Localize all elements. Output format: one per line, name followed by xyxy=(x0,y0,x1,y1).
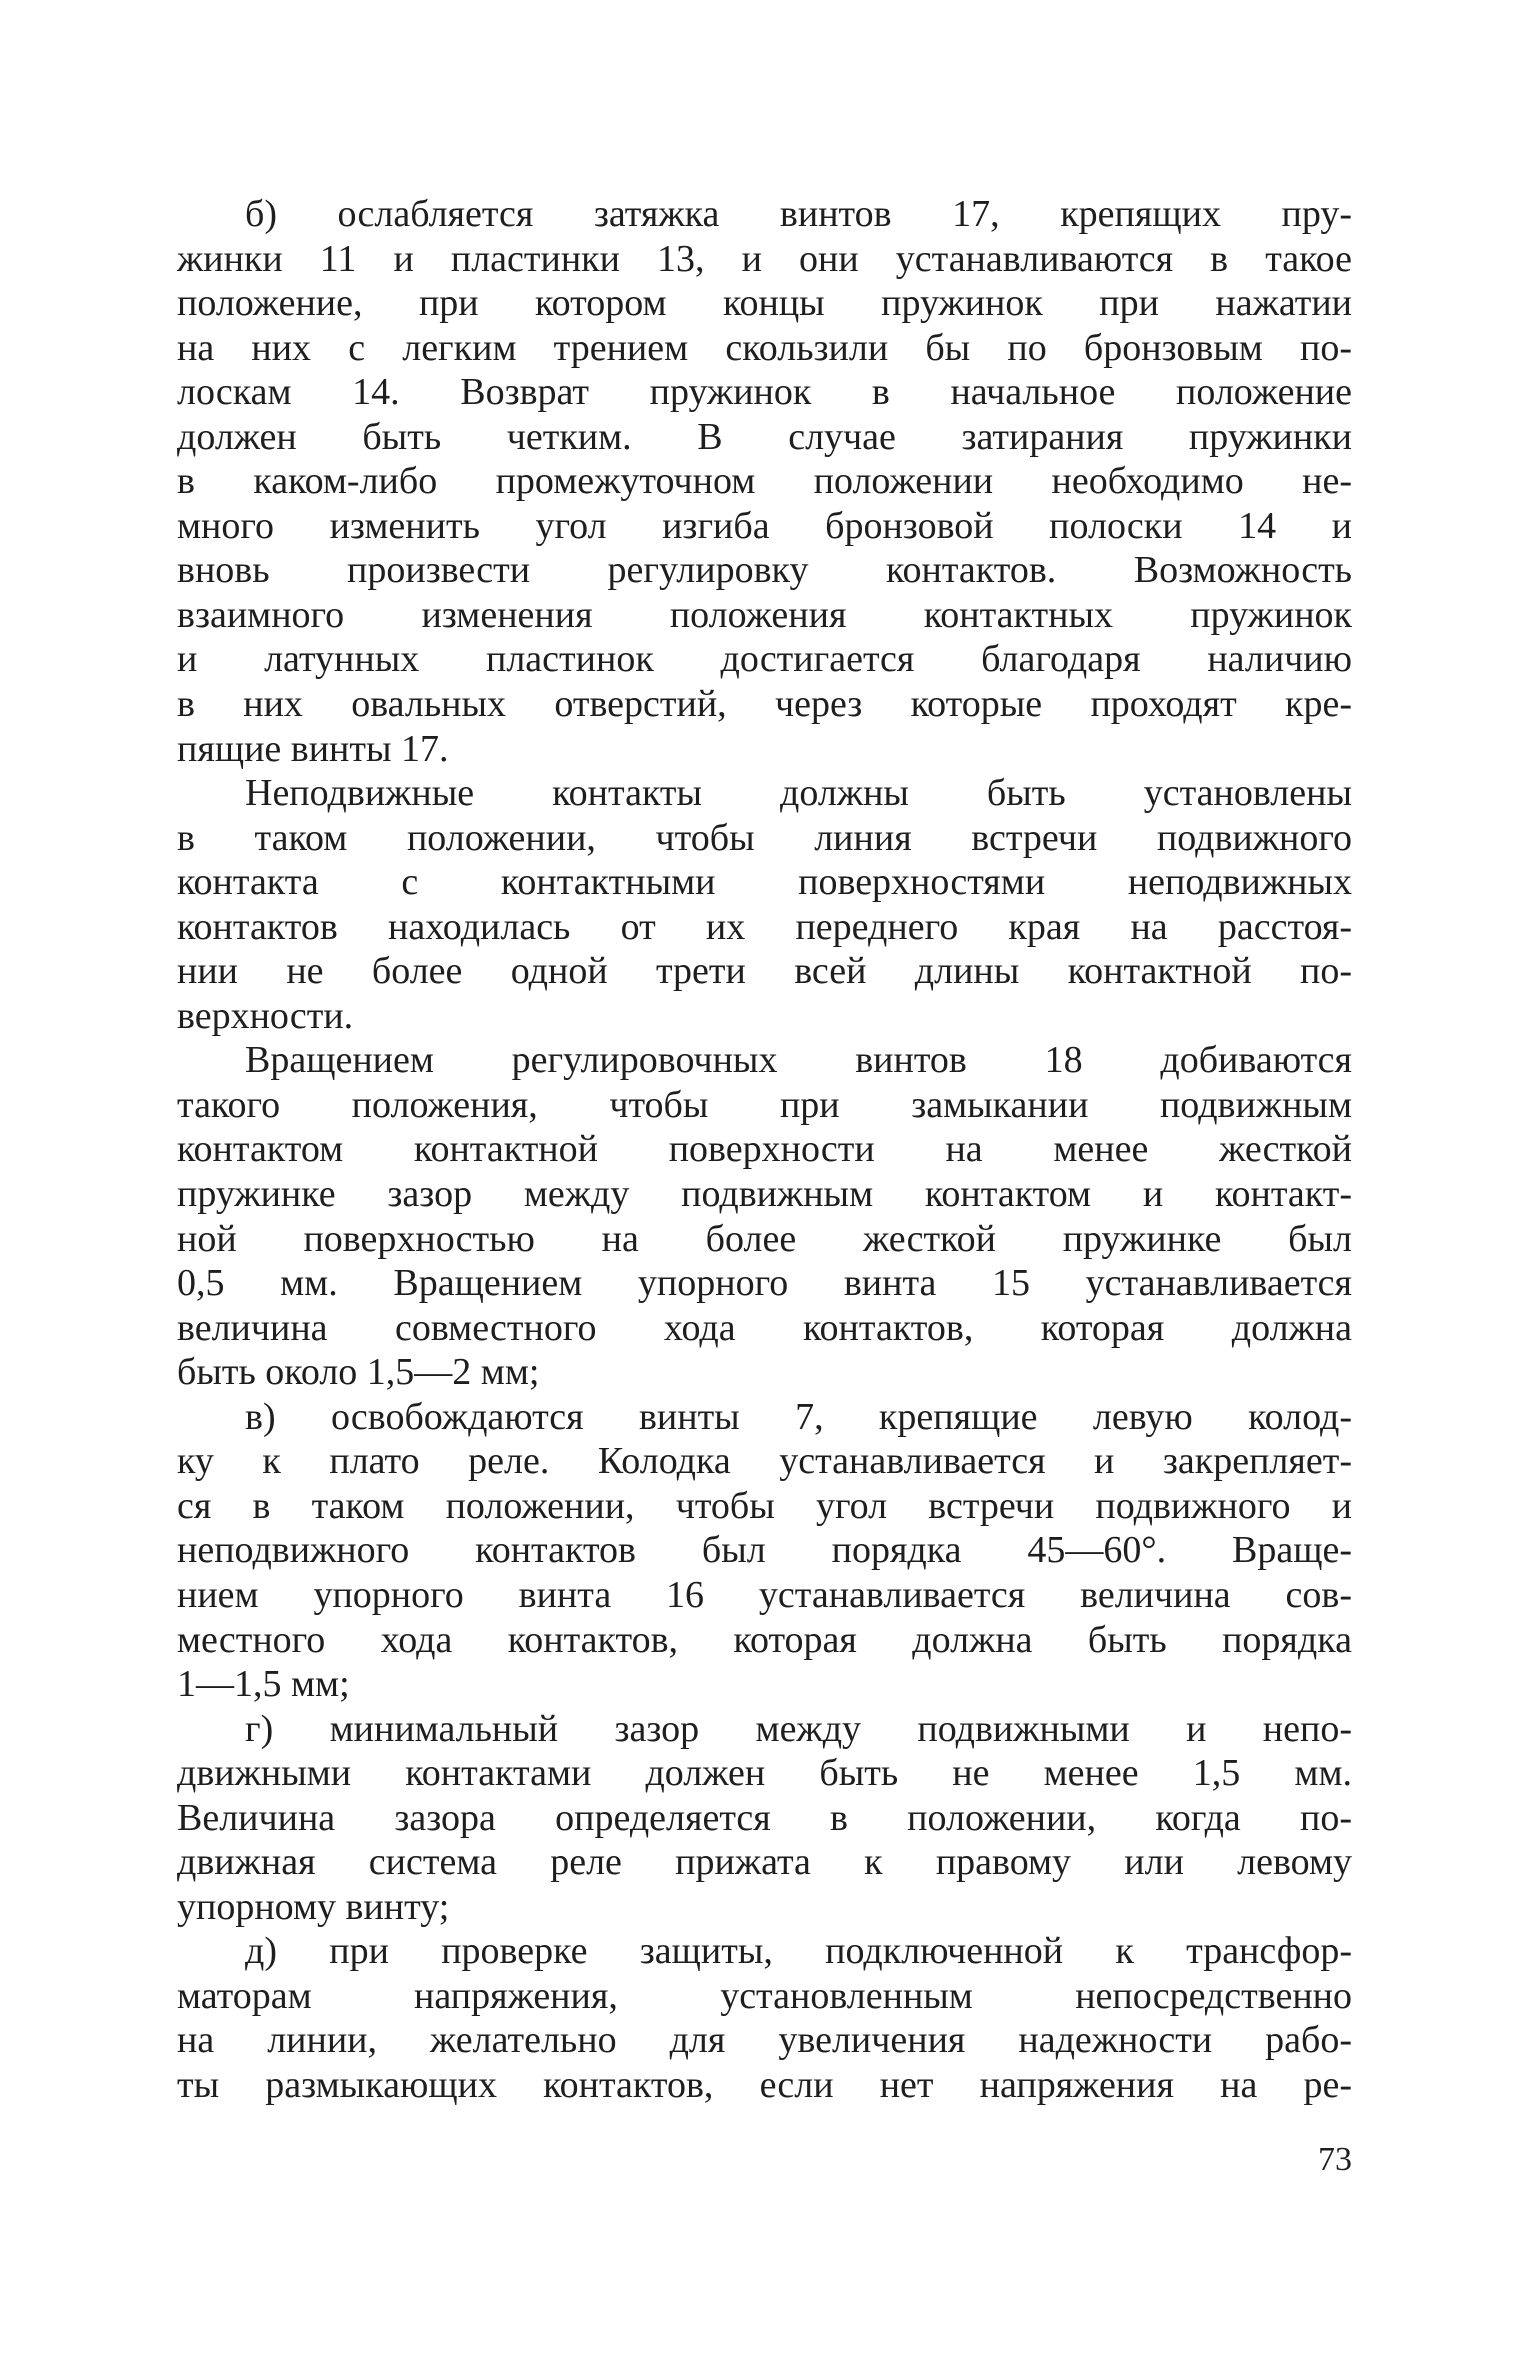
text-line: взаимного изменения положения контактных пружинок xyxy=(177,593,1352,636)
page-number: 73 xyxy=(1318,2141,1352,2178)
text-line: б) ослабляется затяжка винтов 17, крепящих пру- xyxy=(245,193,1352,235)
text-line: Вращением регулировочных винтов 18 добиваются xyxy=(245,1039,1352,1082)
text-line: неподвижного контактов был порядка 45—60°. Враще- xyxy=(177,1529,1352,1572)
text-line: быть около 1,5—2 мм; xyxy=(177,1351,540,1394)
text-line: пружинке зазор между подвижным контактом и контакт- xyxy=(177,1173,1352,1216)
text-line: ку к плато реле. Колодка устанавливается и закрепляет- xyxy=(177,1440,1352,1483)
text-line: ся в таком положении, чтобы угол встречи подвижного и xyxy=(177,1484,1352,1527)
text-line: г) минимальный зазор между подвижными и непо- xyxy=(245,1707,1352,1750)
text-line: Неподвижные контакты должны быть установлены xyxy=(245,772,1352,815)
text-line: ты размыкающих контактов, если нет напряжения на ре- xyxy=(177,2063,1352,2106)
text-line: местного хода контактов, которая должна быть порядка xyxy=(177,1618,1352,1661)
text-line: нием упорного винта 16 устанавливается величина сов- xyxy=(177,1573,1352,1616)
text-line: 0,5 мм. Вращением упорного винта 15 устанавливается xyxy=(177,1262,1352,1305)
text-line: в таком положении, чтобы линия встречи подвижного xyxy=(177,816,1352,859)
text-line: верхности. xyxy=(177,994,354,1037)
text-line: положение, при котором концы пружинок при нажатии xyxy=(177,282,1352,325)
text-line: 1—1,5 мм; xyxy=(177,1663,350,1706)
text-line: в каком-либо промежуточном положении необходимо не- xyxy=(177,460,1352,503)
text-line: должен быть четким. В случае затирания пружинки xyxy=(177,415,1352,458)
text-line: лоскам 14. Возврат пружинок в начальное положение xyxy=(177,371,1352,414)
text-line: жинки 11 и пластинки 13, и они устанавливаются в такое xyxy=(177,237,1352,280)
text-line: д) при проверке защиты, подключенной к трансфор- xyxy=(245,1930,1352,1973)
text-line: много изменить угол изгиба бронзовой полоски 14 и xyxy=(177,504,1352,547)
text-line: вновь произвести регулировку контактов. Возможность xyxy=(177,549,1352,592)
text-line: и латунных пластинок достигается благодаря наличию xyxy=(177,638,1352,681)
page-body xyxy=(177,192,1352,2108)
text-line: Величина зазора определяется в положении, когда по- xyxy=(177,1796,1352,1839)
text-line: величина совместного хода контактов, которая должна xyxy=(177,1306,1352,1349)
text-line: движными контактами должен быть не менее 1,5 мм. xyxy=(177,1752,1352,1795)
text-line: контактом контактной поверхности на менее жесткой xyxy=(177,1128,1352,1171)
text-line: пящие винты 17. xyxy=(177,727,449,770)
text-line: на них с легким трением скользили бы по бронзовым по- xyxy=(177,326,1352,369)
text-line: такого положения, чтобы при замыкании подвижным xyxy=(177,1083,1352,1126)
text-line: маторам напряжения, установленным непосредственно xyxy=(177,1974,1352,2017)
text-line: на линии, желательно для увеличения надежности рабо- xyxy=(177,2019,1352,2062)
text-line: движная система реле прижата к правому или левому xyxy=(177,1841,1352,1884)
text-line: упорному винту; xyxy=(177,1885,450,1928)
text-line: контактов находилась от их переднего края на расстоя- xyxy=(177,905,1352,948)
text-line: ной поверхностью на более жесткой пружинке был xyxy=(177,1217,1352,1260)
text-line: в) освобождаются винты 7, крепящие левую колод- xyxy=(245,1395,1352,1438)
text-line: в них овальных отверстий, через которые проходят кре- xyxy=(177,683,1352,726)
text-line: контакта с контактными поверхностями неподвижных xyxy=(177,861,1352,904)
text-line: нии не более одной трети всей длины контактной по- xyxy=(177,950,1352,993)
